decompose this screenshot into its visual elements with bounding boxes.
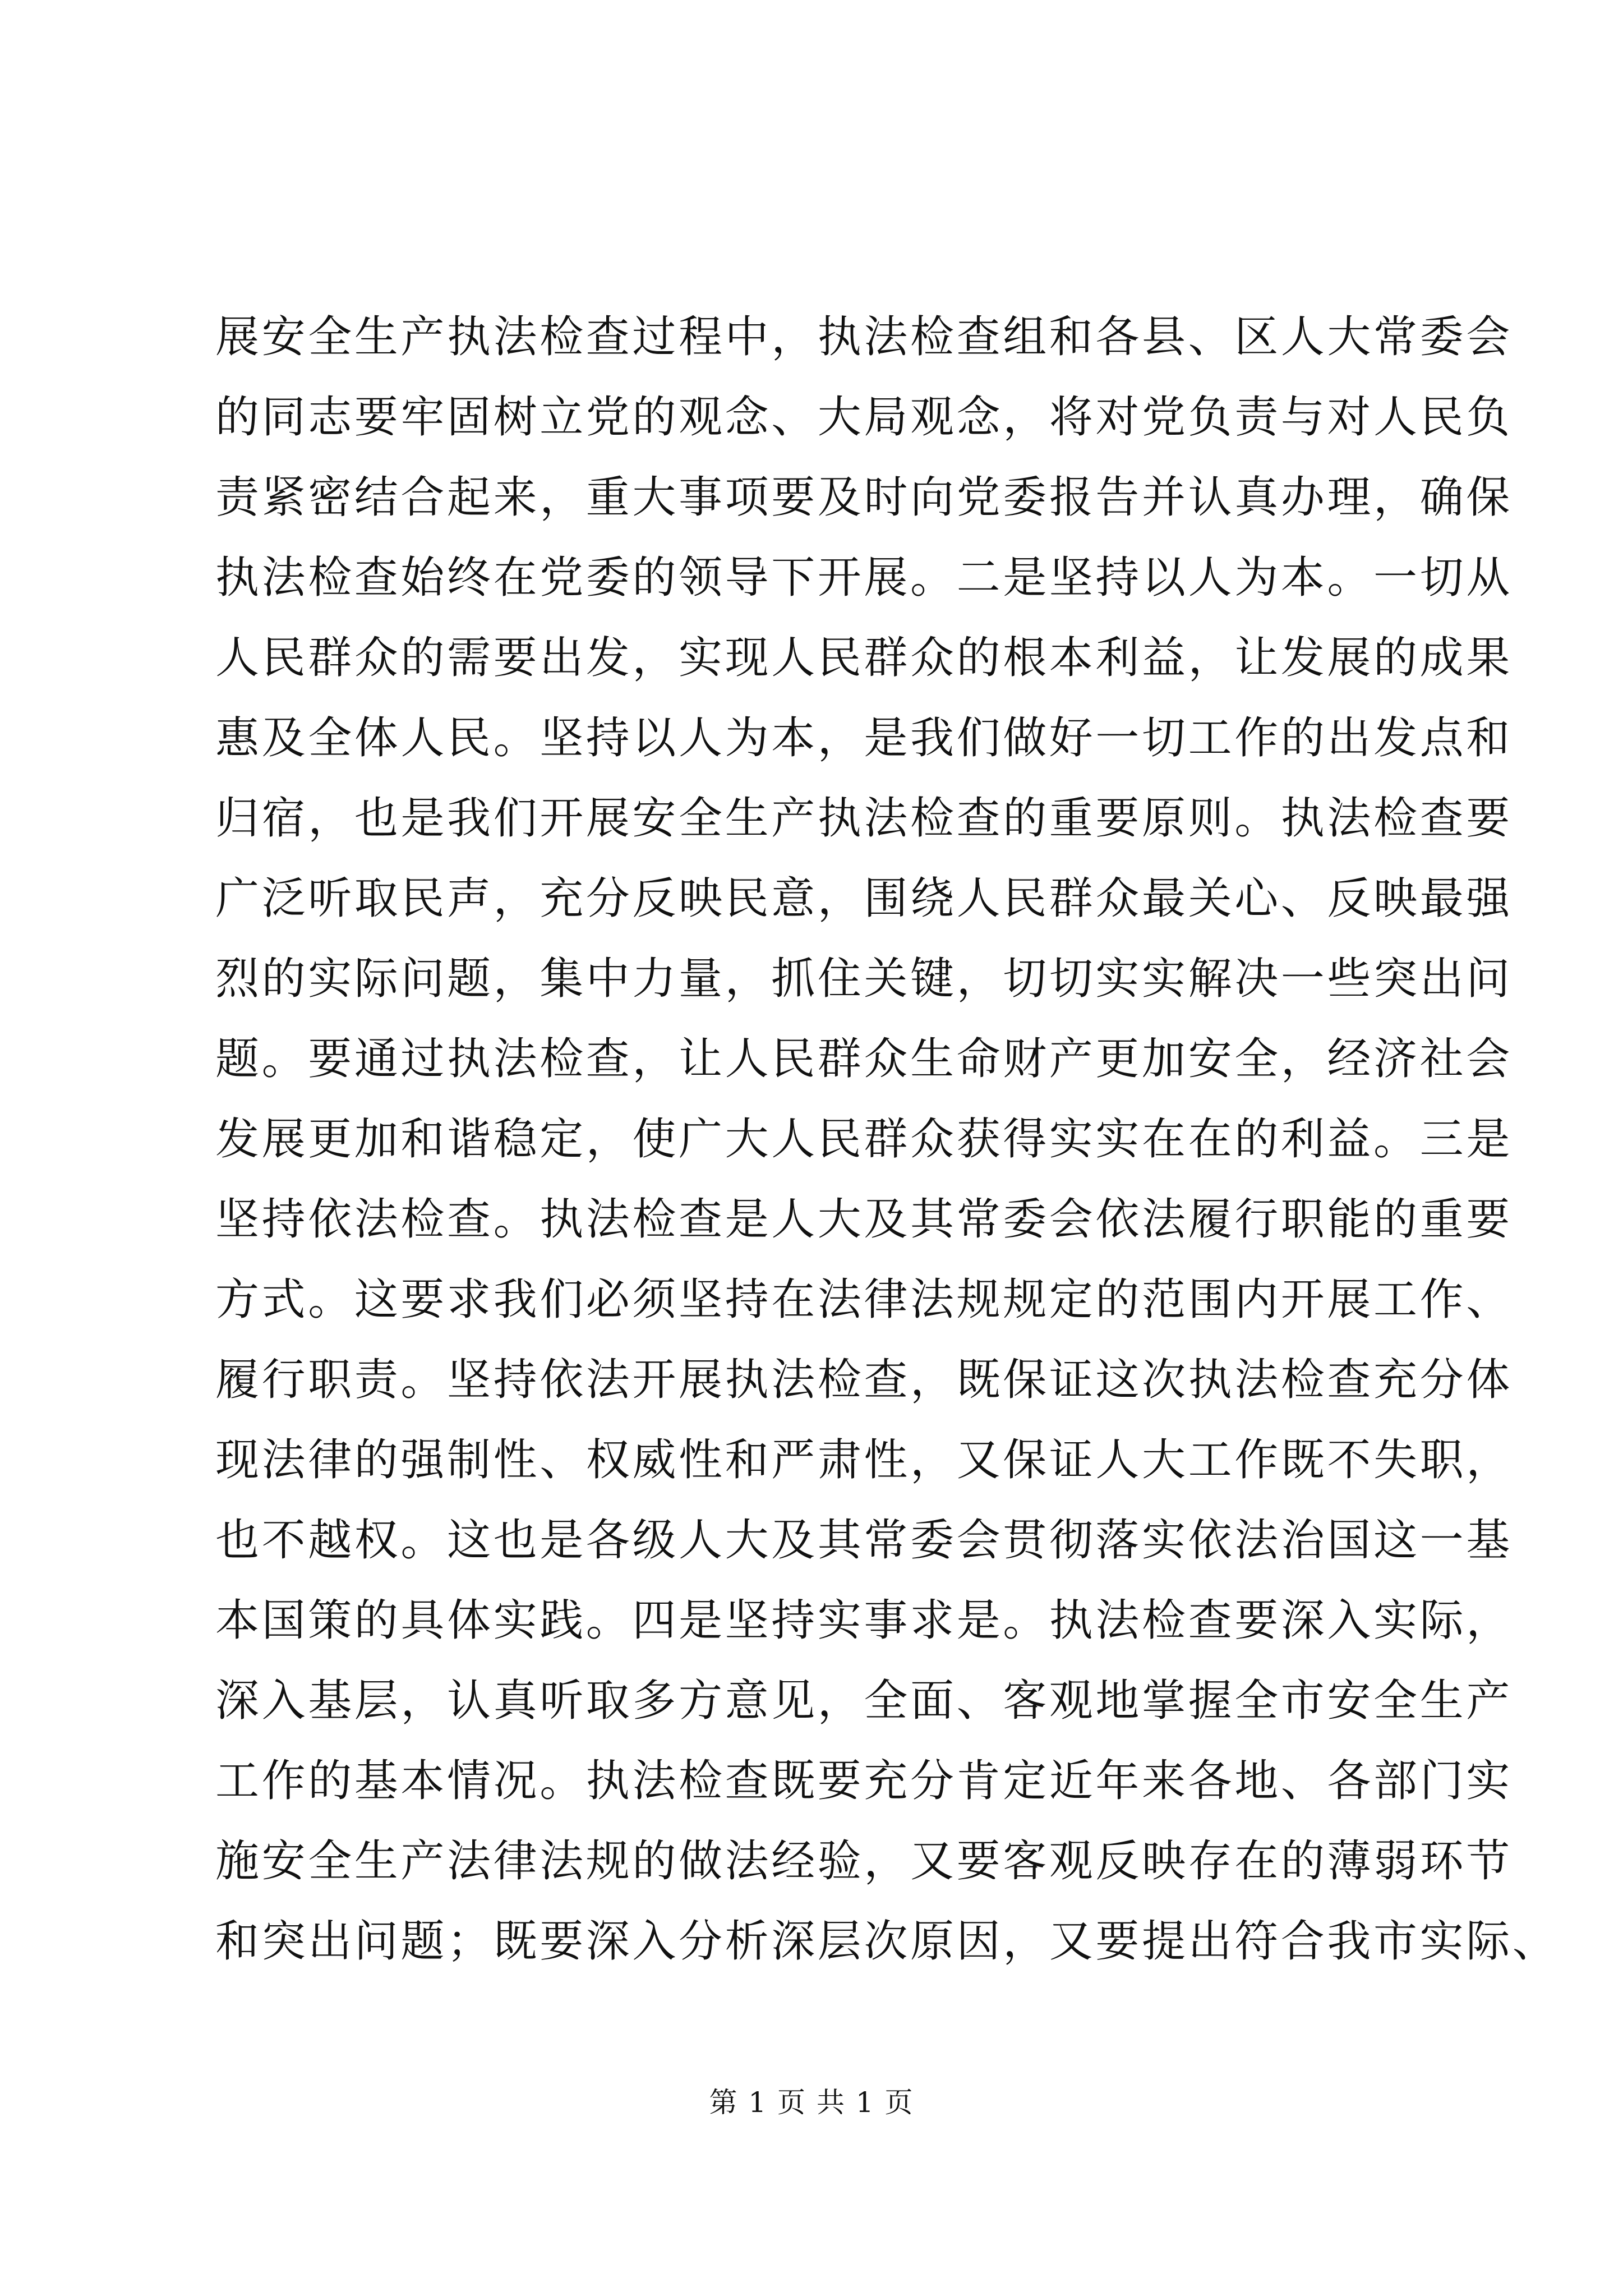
text-line: 本国策的具体实践。四是坚持实事求是。执法检查要深入实际，: [215, 1595, 1513, 1646]
text-line: 的同志要牢固树立党的观念、大局观念，将对党负责与对人民负: [215, 392, 1513, 443]
body-text: [215, 297, 1559, 1982]
text-line: 现法律的强制性、权威性和严肃性，又保证人大工作既不失职，: [215, 1435, 1513, 1485]
text-line: 和突出问题；既要深入分析深层次原因，又要提出符合我市实际、: [215, 1916, 1559, 1967]
text-line: 归宿，也是我们开展安全生产执法检查的重要原则。执法检查要: [215, 793, 1513, 844]
text-line: 执法检查始终在党委的领导下开展。二是坚持以人为本。一切从: [215, 553, 1513, 603]
text-line: 惠及全体人民。坚持以人为本，是我们做好一切工作的出发点和: [215, 713, 1513, 763]
text-line: 坚持依法检查。执法检查是人大及其常委会依法履行职能的重要: [215, 1194, 1513, 1245]
text-line: 烈的实际问题，集中力量，抓住关键，切切实实解决一些突出问: [215, 954, 1513, 1004]
text-line: 人民群众的需要出发，实现人民群众的根本利益，让发展的成果: [215, 633, 1513, 683]
text-line: 责紧密结合起来，重大事项要及时向党委报告并认真办理，确保: [215, 472, 1513, 523]
text-line: 广泛听取民声，充分反映民意，围绕人民群众最关心、反映最强: [215, 873, 1513, 924]
text-line: 深入基层，认真听取多方意见，全面、客观地掌握全市安全生产: [215, 1676, 1513, 1726]
text-line: 展安全生产执法检查过程中，执法检查组和各县、区人大常委会: [215, 312, 1513, 362]
text-line: 也不越权。这也是各级人大及其常委会贯彻落实依法治国这一基: [215, 1515, 1513, 1566]
text-line: 履行职责。坚持依法开展执法检查，既保证这次执法检查充分体: [215, 1355, 1513, 1405]
text-line: 工作的基本情况。执法检查既要充分肯定近年来各地、各部门实: [215, 1756, 1513, 1806]
text-line: 方式。这要求我们必须坚持在法律法规规定的范围内开展工作、: [215, 1274, 1513, 1325]
page-number-footer: 第 1 页 共 1 页: [709, 2086, 914, 2119]
text-line: 施安全生产法律法规的做法经验，又要客观反映存在的薄弱环节: [215, 1836, 1513, 1887]
text-line: 发展更加和谐稳定，使广大人民群众获得实实在在的利益。三是: [215, 1114, 1513, 1165]
text-line: 题。要通过执法检查，让人民群众生命财产更加安全，经济社会: [215, 1034, 1513, 1084]
